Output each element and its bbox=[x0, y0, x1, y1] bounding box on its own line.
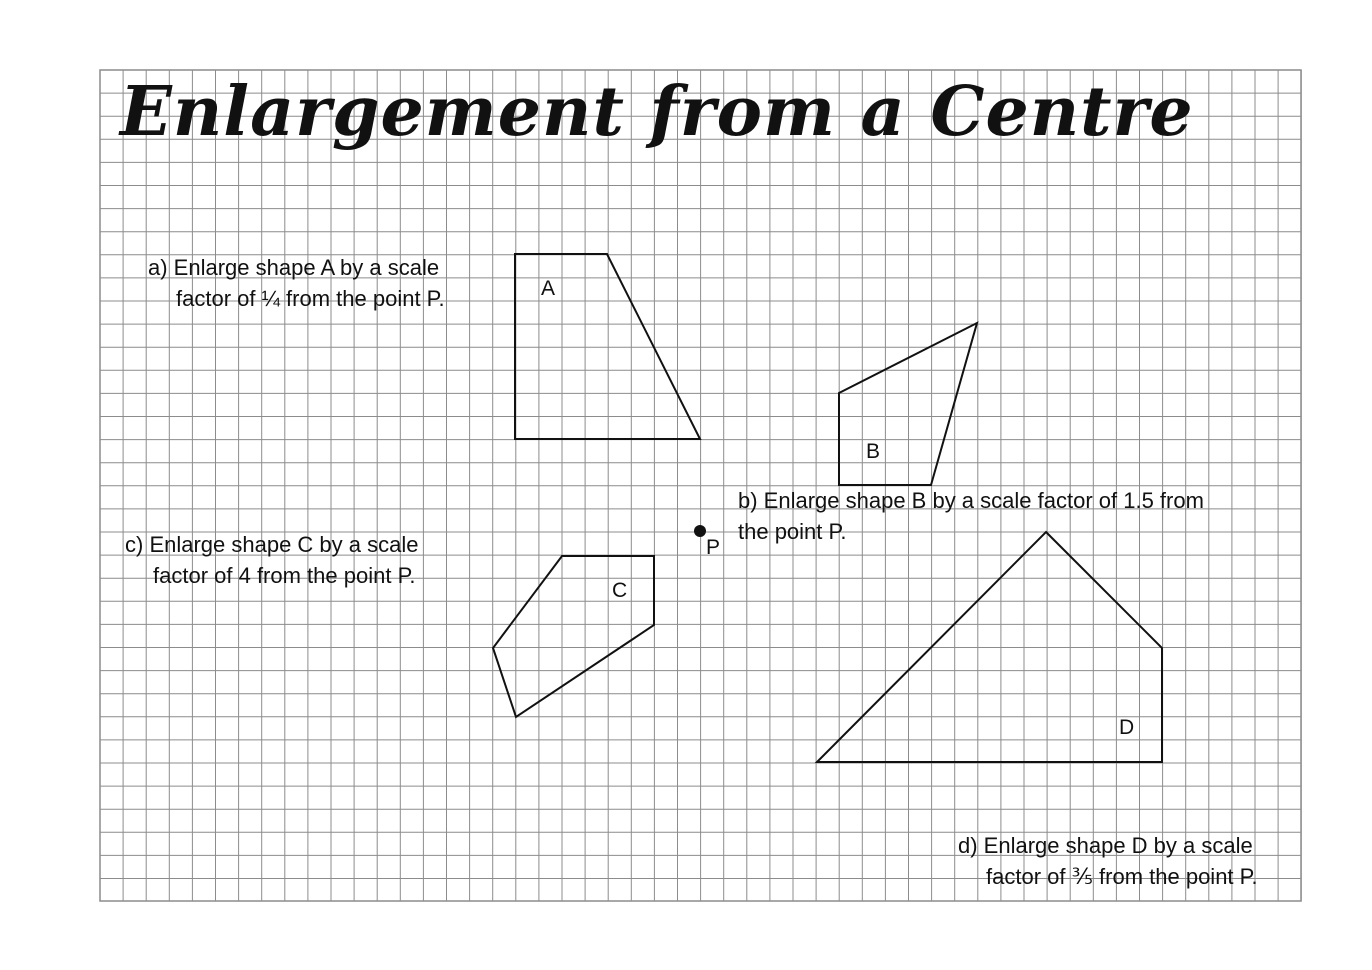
question-c-line2: factor of 4 from the point P. bbox=[153, 563, 416, 588]
question-b-line1: b) Enlarge shape B by a scale factor of 1.5 from bbox=[738, 488, 1204, 513]
question-c-line1: c) Enlarge shape C by a scale bbox=[125, 532, 419, 557]
shape-d-label: D bbox=[1119, 716, 1135, 739]
centre-point-p bbox=[694, 525, 706, 537]
point-p-label: P bbox=[706, 536, 721, 559]
question-a-line1: a) Enlarge shape A by a scale bbox=[148, 255, 440, 280]
question-a bbox=[148, 252, 445, 314]
question-d bbox=[958, 830, 1258, 892]
shape-b-label: B bbox=[866, 440, 881, 463]
question-b-line2: the point P. bbox=[738, 519, 847, 544]
question-c bbox=[125, 529, 419, 591]
question-d-line1: d) Enlarge shape D by a scale bbox=[958, 833, 1253, 858]
shape-c-label: C bbox=[612, 579, 628, 602]
question-a-line2: factor of ¼ from the point P. bbox=[176, 286, 445, 311]
question-b bbox=[738, 485, 1204, 547]
shape-c bbox=[493, 556, 654, 717]
page-title: Enlargement from a Centre bbox=[120, 72, 1194, 152]
shape-a-label: A bbox=[541, 277, 556, 300]
question-d-line2: factor of ⅗ from the point P. bbox=[986, 864, 1258, 889]
